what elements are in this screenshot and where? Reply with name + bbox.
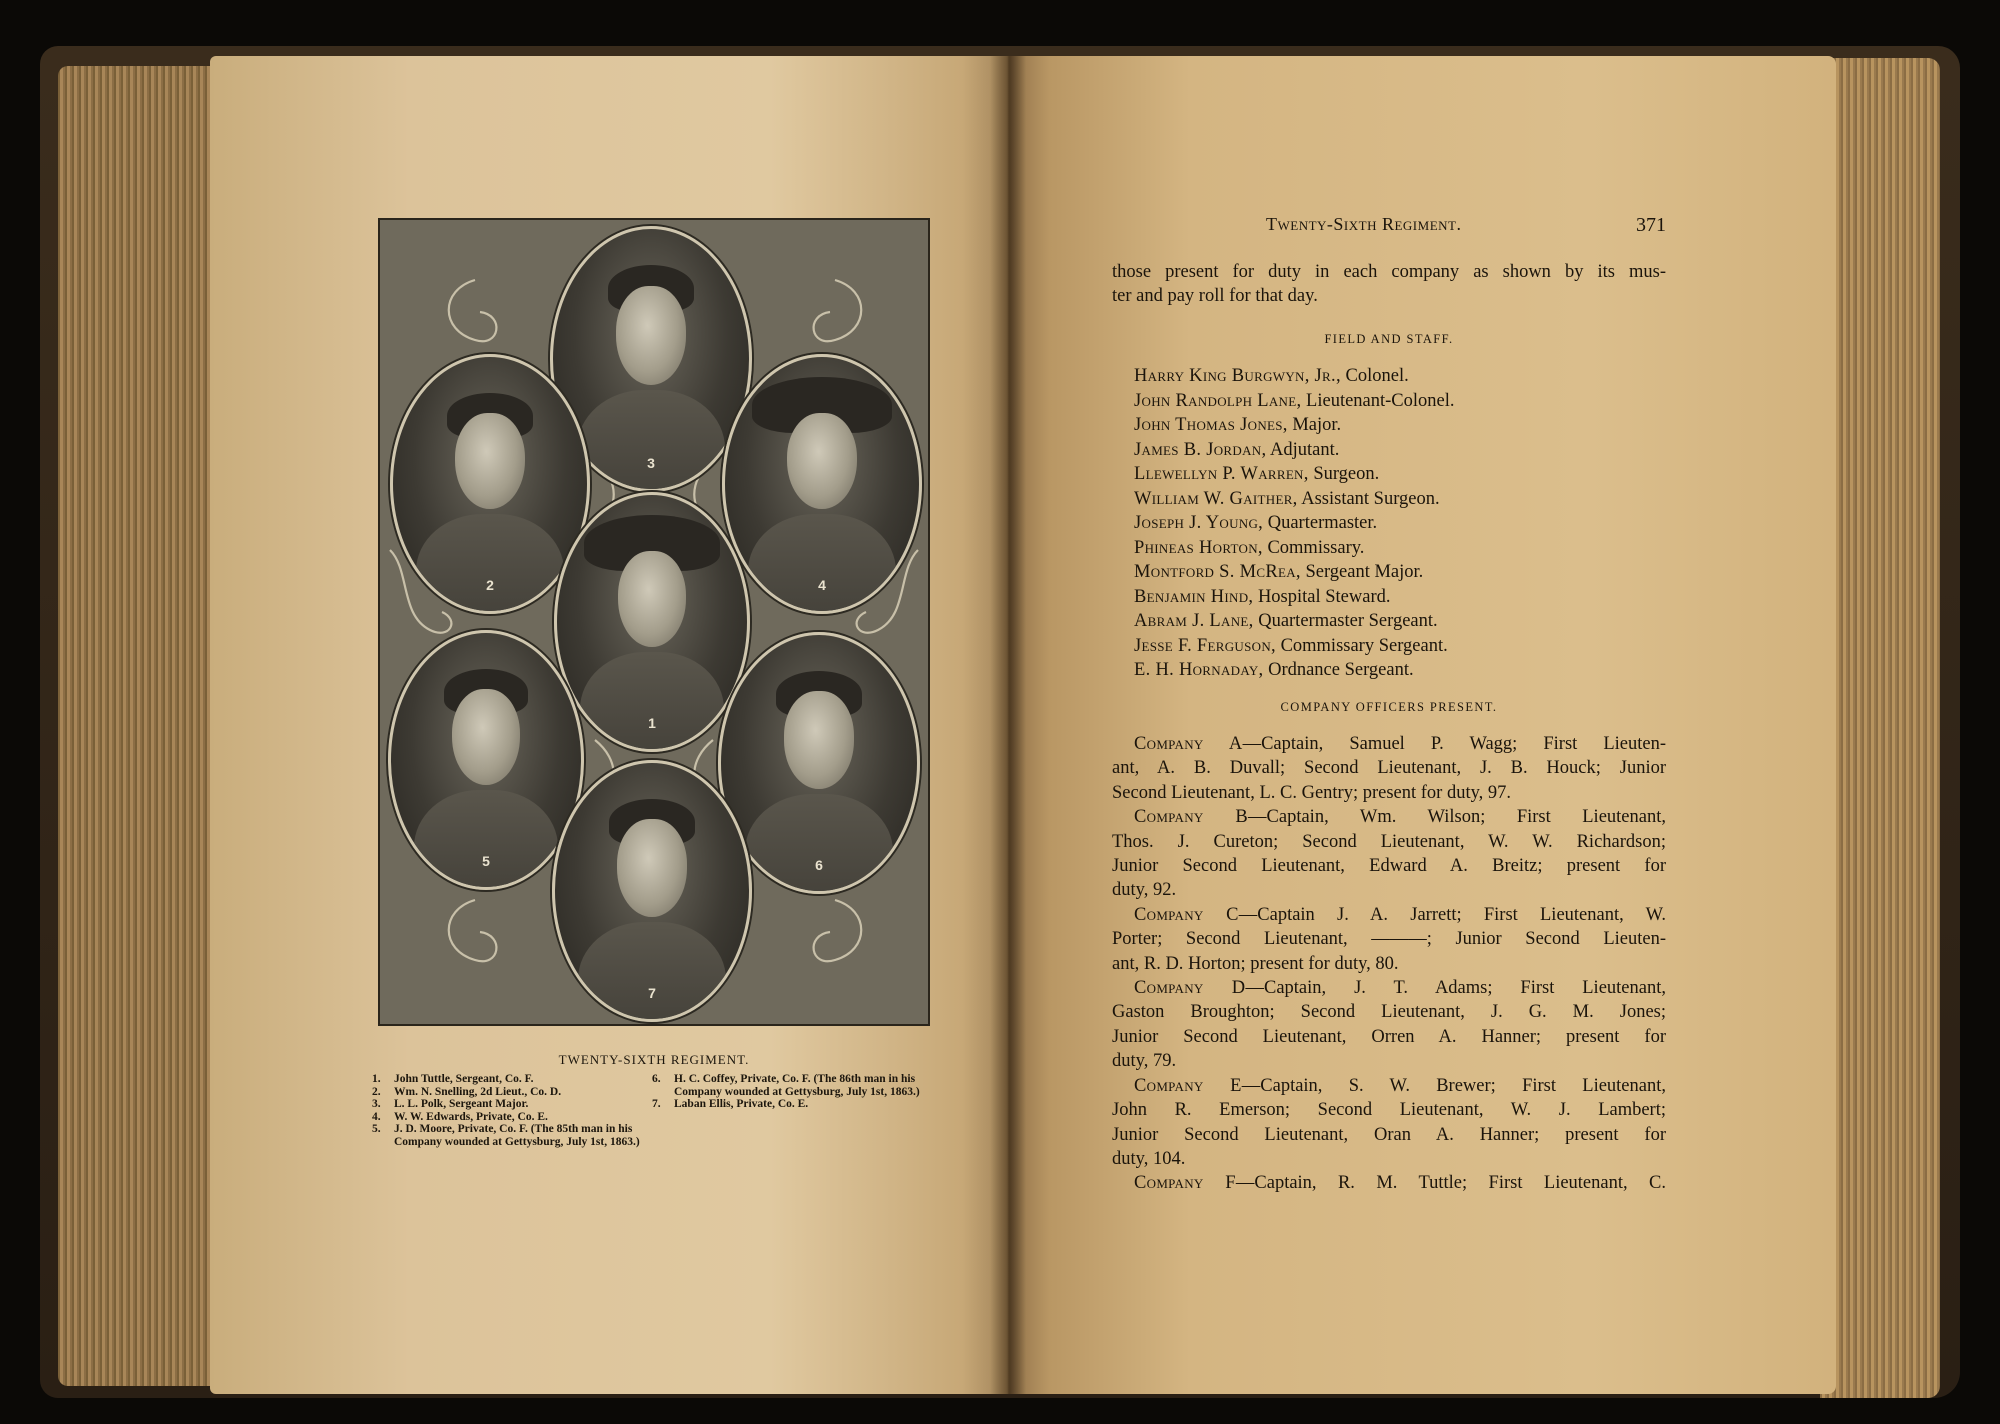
portrait-5 — [388, 630, 584, 890]
running-head: Twenty-Sixth Regiment. — [1266, 214, 1462, 234]
portrait-number: 4 — [818, 577, 826, 594]
company-line: duty, 92. — [1112, 880, 1177, 901]
legend-entry: 1. John Tuttle, Sergeant, Co. F. — [372, 1073, 534, 1085]
field-staff-heading: FIELD AND STAFF. — [1324, 332, 1454, 346]
portrait-number: 3 — [647, 454, 655, 471]
portrait-4 — [722, 354, 922, 614]
portrait-7 — [552, 760, 752, 1022]
staff-entry: Montford S. McRea, Sergeant Major. — [1134, 562, 1424, 582]
portrait-plate — [378, 218, 930, 1026]
legend-entry: 4. W. W. Edwards, Private, Co. E. — [372, 1110, 548, 1123]
company-line: Junior Second Lieutenant, Edward A. Breitz; present for — [1112, 856, 1666, 877]
portrait-number: 6 — [815, 857, 823, 874]
company-label: Company B — [1134, 807, 1249, 828]
legend-entry: 7. Laban Ellis, Private, Co. E. — [652, 1098, 809, 1110]
company-line: ant, R. D. Horton; present for duty, 80. — [1112, 953, 1399, 974]
legend-entry: 2. Wm. N. Snelling, 2d Lieut., Co. D. — [372, 1085, 562, 1098]
company-line: Company F—Captain, R. M. Tuttle; First Lieutenant, C. — [1134, 1173, 1666, 1194]
page-edges-right — [1820, 58, 1940, 1398]
staff-entry: James B. Jordan, Adjutant. — [1134, 439, 1340, 460]
book-gutter — [990, 56, 1026, 1394]
text-line: those present for duty in each company as shown by its mus- — [1112, 262, 1666, 282]
company-label: Company D — [1134, 978, 1246, 999]
staff-entry: Abram J. Lane, Quartermaster Sergeant. — [1134, 611, 1438, 631]
company-line: Thos. J. Cureton; Second Lieutenant, W. W. Richardson; — [1112, 831, 1666, 852]
company-label: Company C — [1134, 904, 1239, 925]
company-line: Company E—Captain, S. W. Brewer; First Lieutenant, — [1134, 1075, 1666, 1096]
staff-entry: Harry King Burgwyn, Jr., Colonel. — [1134, 366, 1409, 386]
portrait-number: 5 — [482, 853, 490, 870]
staff-entry: Benjamin Hind, Hospital Steward. — [1134, 586, 1391, 607]
intro-paragraph — [1112, 260, 1666, 309]
company-label: Company A — [1134, 734, 1243, 754]
portrait-number: 1 — [648, 715, 656, 732]
portrait-1 — [554, 492, 750, 752]
company-line: Junior Second Lieutenant, Orren A. Hanner; present for — [1112, 1026, 1666, 1047]
company-line: duty, 104. — [1112, 1148, 1186, 1169]
portrait-number: 2 — [486, 577, 494, 594]
company-line: Gaston Broughton; Second Lieutenant, J. G. M. Jones; — [1112, 1002, 1666, 1023]
staff-entry: Phineas Horton, Commissary. — [1134, 537, 1365, 558]
company-line: ant, A. B. Duvall; Second Lieutenant, J. B. Houck; Junior — [1112, 758, 1666, 779]
company-line: Porter; Second Lieutenant, ———; Junior Second Lieuten- — [1112, 929, 1666, 950]
company-label: Company E — [1134, 1075, 1242, 1096]
company-officers-list — [1112, 732, 1666, 1196]
staff-entry: Llewellyn P. Warren, Surgeon. — [1134, 464, 1380, 484]
company-label: Company F — [1134, 1173, 1236, 1194]
staff-entry: William W. Gaither, Assistant Surgeon. — [1134, 488, 1440, 509]
company-officers-heading: COMPANY OFFICERS PRESENT. — [1280, 700, 1498, 714]
staff-entry: E. H. Hornaday, Ordnance Sergeant. — [1134, 660, 1414, 680]
staff-entry: John Thomas Jones, Major. — [1134, 415, 1342, 435]
staff-entry: Jesse F. Ferguson, Commissary Sergeant. — [1134, 635, 1448, 656]
text-line: ter and pay roll for that day. — [1112, 286, 1318, 307]
company-line: Company A—Captain, Samuel P. Wagg; First Lieuten- — [1134, 734, 1667, 754]
company-line: Company B—Captain, Wm. Wilson; First Lieutenant, — [1134, 807, 1666, 828]
company-line: Junior Second Lieutenant, Oran A. Hanner; present for — [1112, 1124, 1666, 1145]
company-line: Second Lieutenant, L. C. Gentry; present for duty, 97. — [1112, 782, 1512, 803]
legend-entry: 3. L. L. Polk, Sergeant Major. — [372, 1098, 529, 1110]
legend-entry: 6. H. C. Coffey, Private, Co. F. (The 86th man in his Company wounded at Gettysburg, July 1st, 1863.) — [652, 1073, 920, 1098]
company-line: Company D—Captain, J. T. Adams; First Lieutenant, — [1134, 978, 1666, 999]
plate-legend-left — [372, 1073, 640, 1148]
company-line: Company C—Captain J. A. Jarrett; First Lieutenant, W. — [1134, 904, 1667, 925]
staff-entry: John Randolph Lane, Lieutenant-Colonel. — [1134, 390, 1455, 411]
legend-entry: 5. J. D. Moore, Private, Co. F. (The 85th man in his Company wounded at Gettysburg, July 1st, 1863.) — [372, 1123, 640, 1148]
field-staff-list — [1134, 364, 1455, 683]
portrait-number: 7 — [648, 985, 656, 1002]
plate-legend-right — [652, 1073, 920, 1111]
plate-caption: TWENTY-SIXTH REGIMENT. — [558, 1052, 750, 1067]
staff-entry: Joseph J. Young, Quartermaster. — [1134, 513, 1378, 533]
page-number: 371 — [1636, 214, 1666, 236]
company-line: John R. Emerson; Second Lieutenant, W. J. Lambert; — [1112, 1100, 1666, 1121]
company-line: duty, 79. — [1112, 1051, 1177, 1072]
